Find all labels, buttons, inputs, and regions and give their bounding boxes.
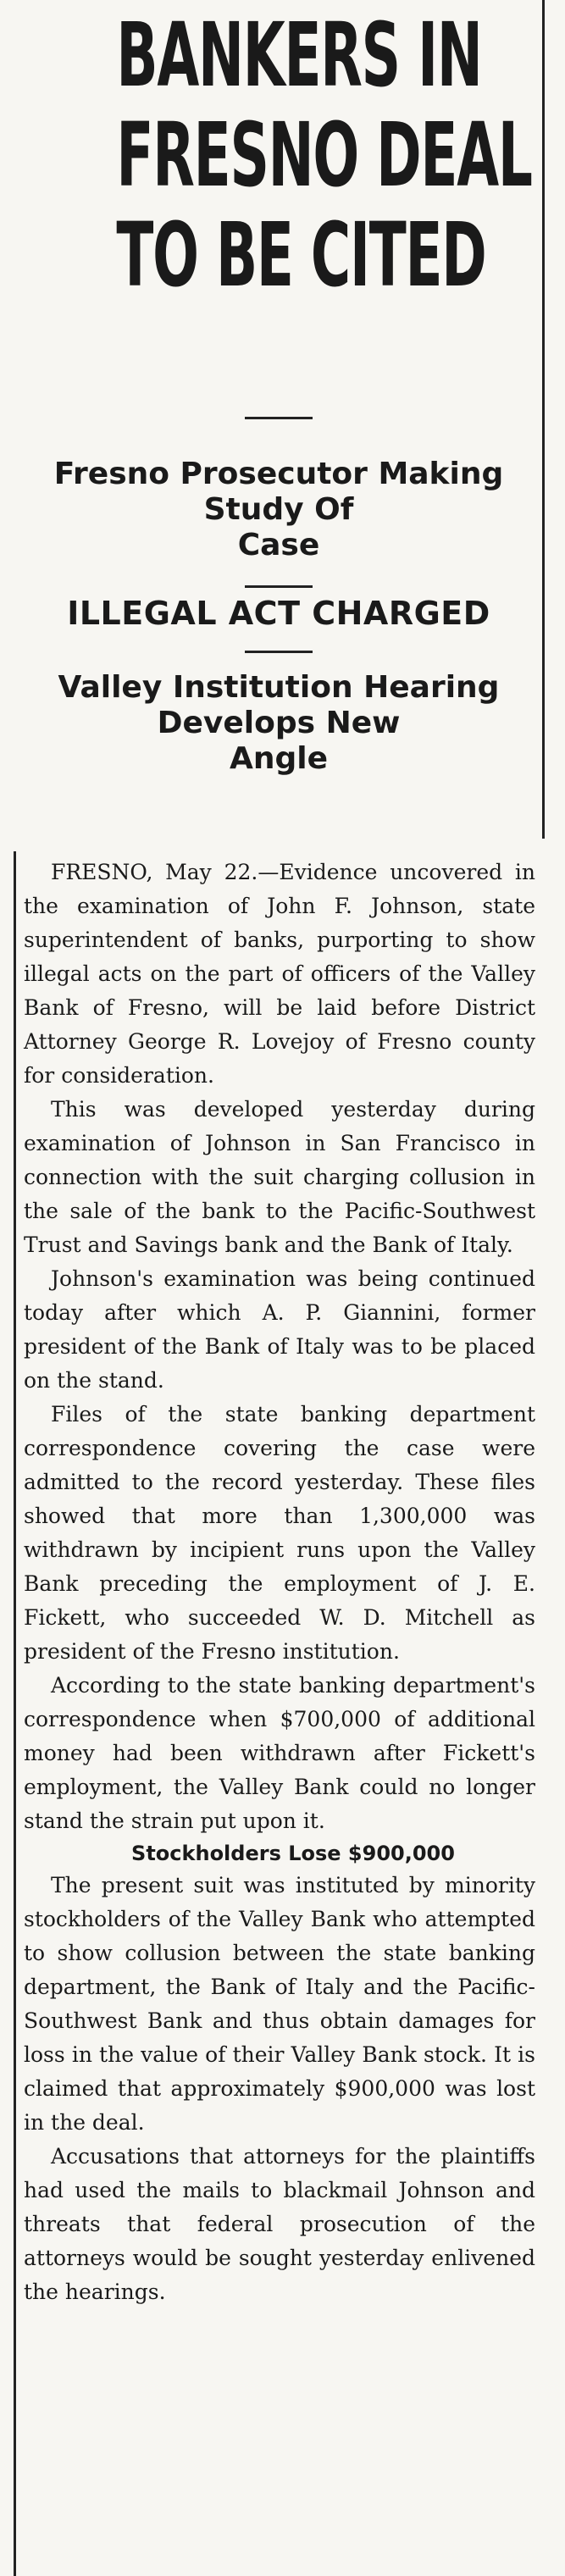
article-subhead: Stockholders Lose $900,000 [131,1842,455,1865]
headline-line-2: FRESNO DEAL [116,103,532,207]
deck-line: Valley Institution Hearing [58,670,500,705]
headline-block [17,0,540,777]
deck-line: Case [237,528,320,562]
deck-prosecutor [17,457,540,563]
paragraph: Files of the state banking department correspondence covering the case were admitted to the record yesterday. These files showed that more than 1,300,000 was withdrawn by incipient runs upon the Valley Bank preceding the employment of J. E. Fickett, who succeeded W. D. Mitchell as president of the Fresno institution. [24,1402,535,1664]
deck-valley-institution [17,670,540,777]
paragraph: FRESNO, May 22.—Evidence uncovered in the examination of John F. Johnson, state superintendent of banks, purporting to show illegal acts on the part of officers of the Valley Bank of Fresno, will be laid before District Attorney George R. Lovejoy of Fresno county for consideration. [24,860,535,1088]
column-rule-right [542,0,545,839]
paragraph: The present suit was instituted by minority stockholders of the Valley Bank who attempted to show collusion between the state banking department, the Bank of Italy and the Pacific-Southwest Bank and thus obtain damages for loss in the value of their Valley Bank stock. It is claimed that approximately $900,000 was lost in the deal. [24,1873,535,2135]
deck-line: Develops New [157,706,401,740]
headline [116,3,532,307]
paragraph: Accusations that attorneys for the plaintiffs had used the mails to blackmail Johnson and threats that federal prosecution of the attorneys would be sought yesterday enlivened the hearings. [24,2144,535,2304]
paragraph: This was developed yesterday during examination of Johnson in San Francisco in connection with the suit charging collusion in the sale of the bank to the Pacific-Southwest Trust and Savings bank and the Bank of Italy. [24,1097,535,1257]
headline-line-1: BANKERS IN [116,3,482,107]
column-rule-left [14,851,16,2576]
divider-rule [245,417,313,419]
deck-line: Angle [229,741,328,776]
paragraph: According to the state banking department's correspondence when $700,000 of additional money had been withdrawn after Fickett's employment, the Valley Bank could no longer stand the strain put upon it. [24,1673,535,1833]
deck-line: Fresno Prosecutor Making [53,457,504,491]
headline-line-3: TO BE CITED [116,203,486,307]
divider-rule [245,651,313,653]
deck-illegal-act: ILLEGAL ACT CHARGED [67,595,490,632]
divider-rule [245,585,313,588]
article-body [24,856,535,2309]
paragraph: Johnson's examination was being continued today after which A. P. Giannini, former president of the Bank of Italy was to be placed on the stand. [24,1266,535,1393]
deck-line: Study Of [203,492,354,527]
